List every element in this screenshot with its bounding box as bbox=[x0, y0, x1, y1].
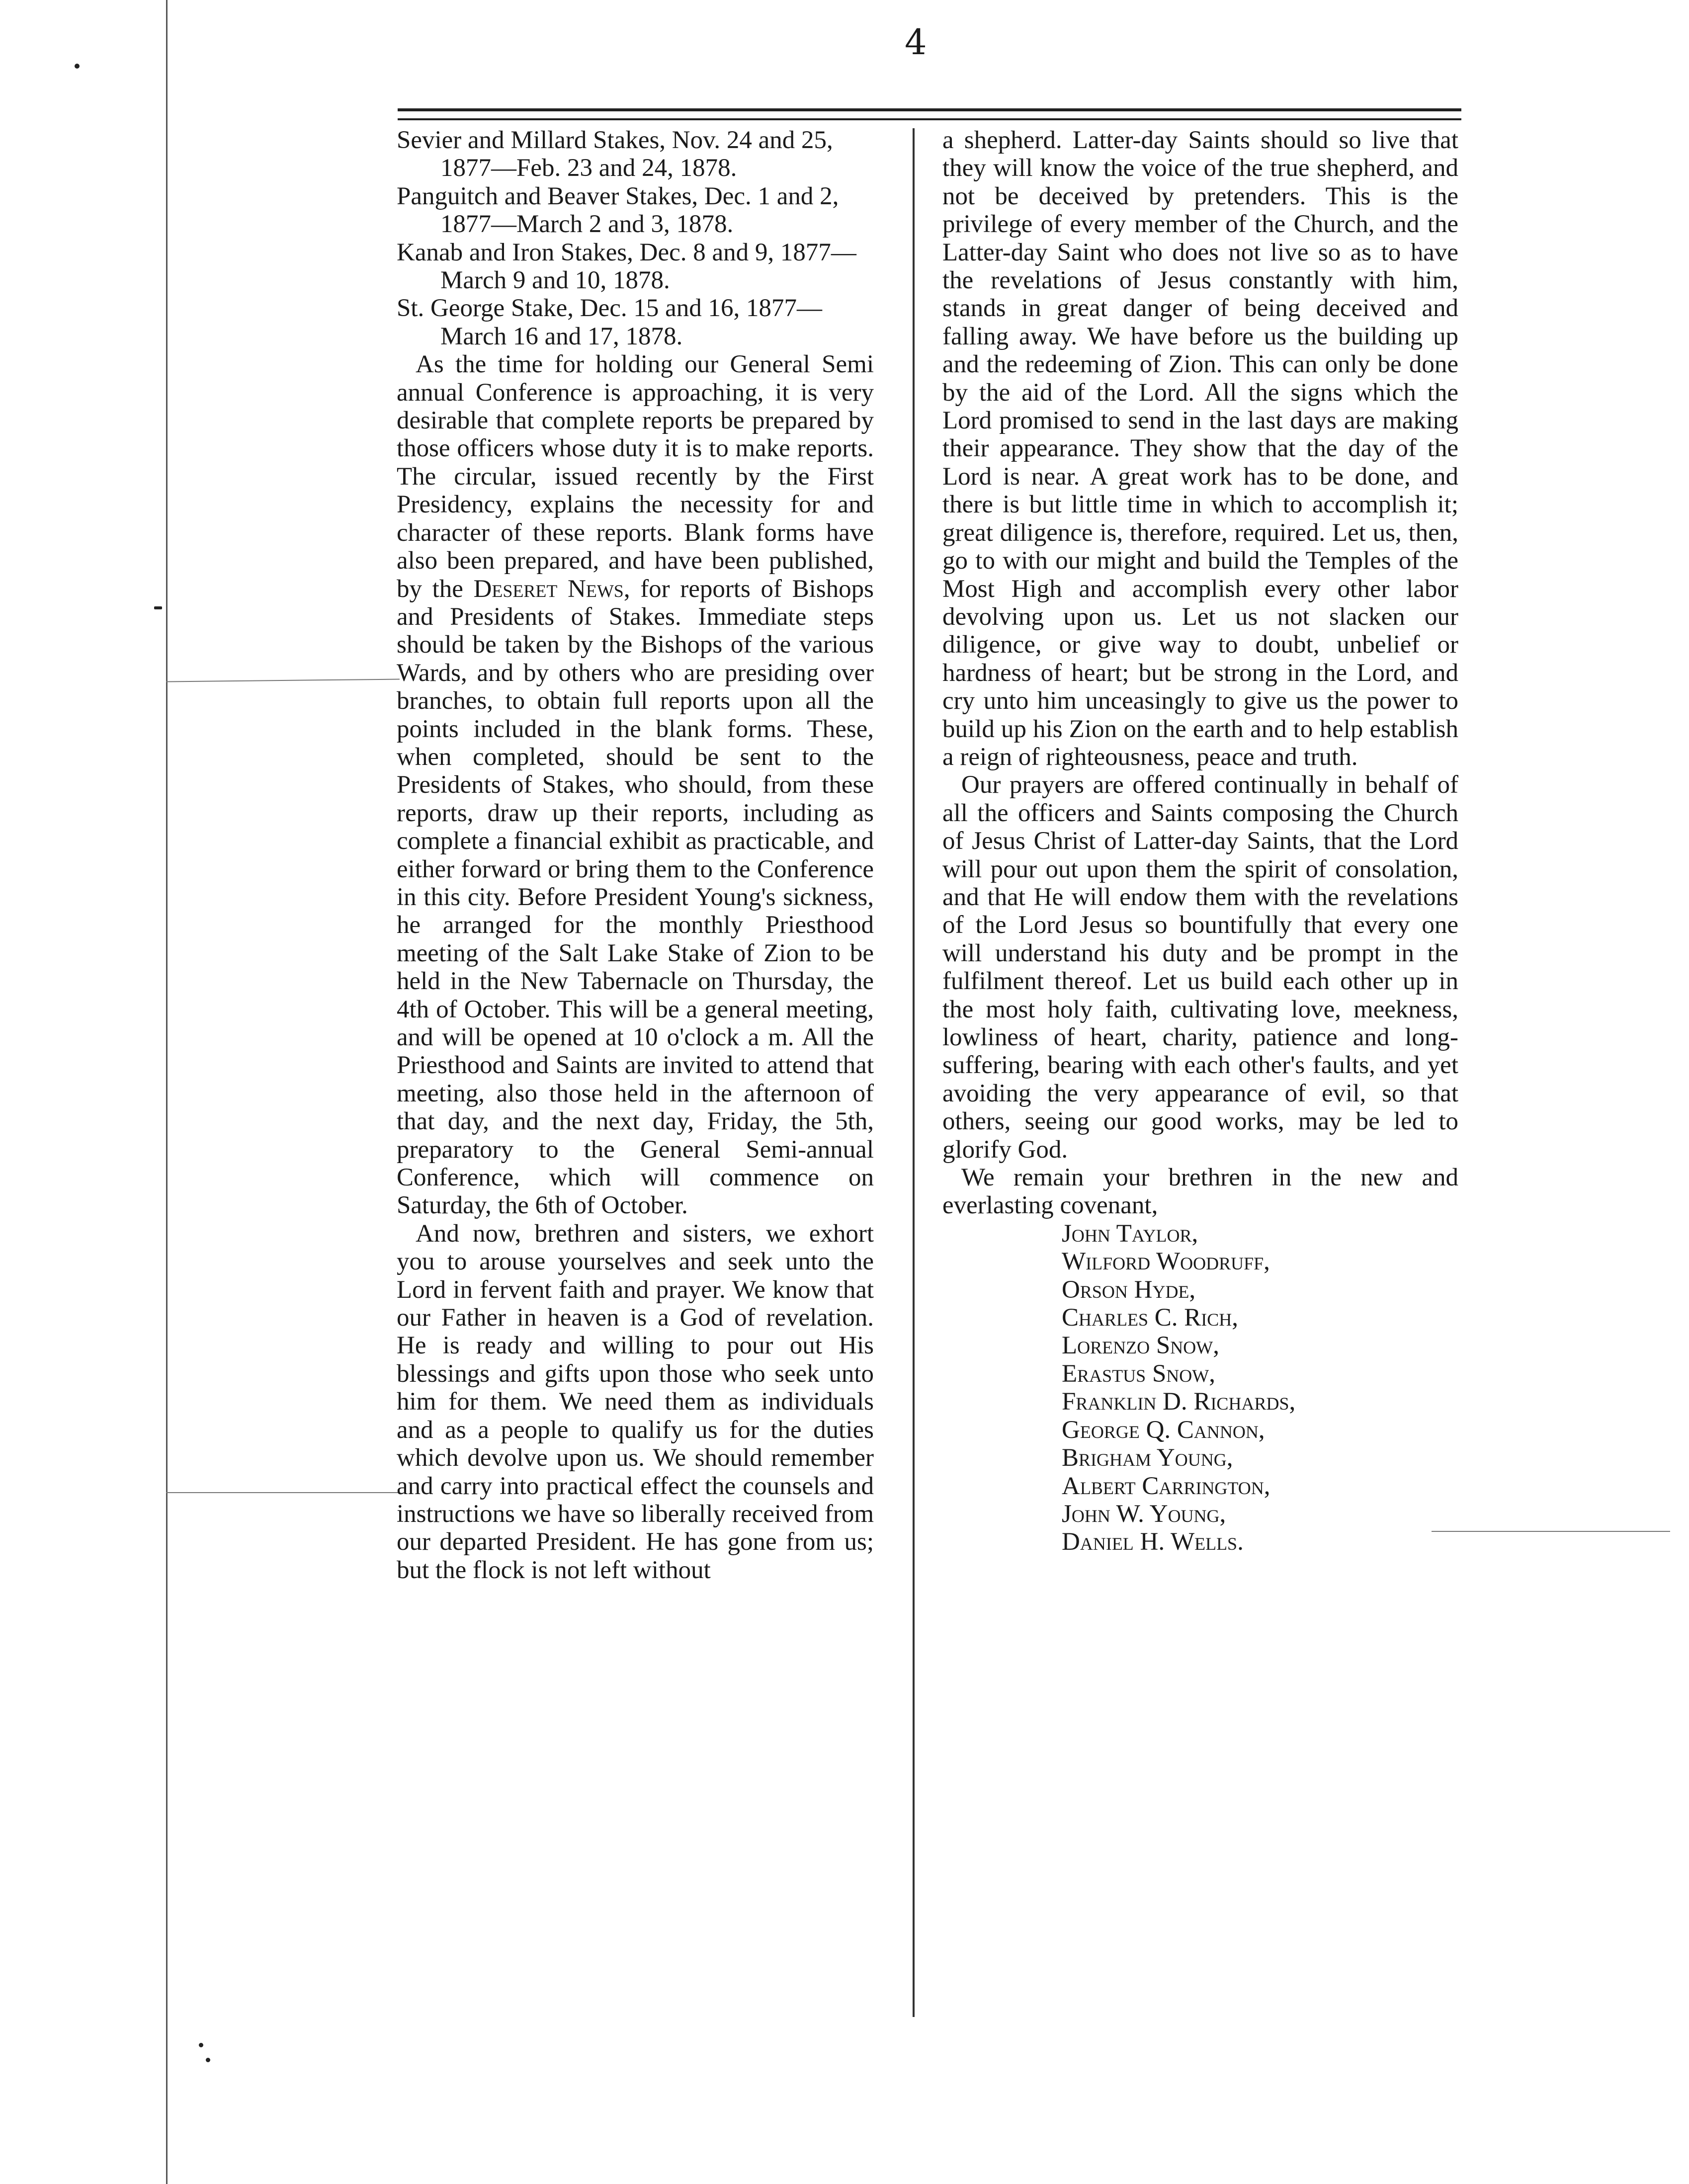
left-column bbox=[397, 126, 874, 1584]
signer-name: Charles C. Rich, bbox=[1062, 1304, 1239, 1332]
stake-conference-dates: Panguitch and Beaver Stakes, Dec. 1 and 2, 1877—March 2 and 3, 1878. bbox=[397, 182, 839, 239]
page-left-edge bbox=[166, 0, 168, 2184]
signer-name: Franklin D. Richards, bbox=[1062, 1388, 1296, 1416]
prayers-paragraph: Our prayers are offered continually in behalf of all the officers and Saints composing the Church of Jesus Christ of Latter-day Saints, that the Lord will pour out upon them the spirit of consolation, and that He will endow them with the revelations of the Lord Jesus so bountifully that every one will understand his duty and be prompt in the fulfilment thereof. Let us build each other up in the most holy faith, cultivating love, meekness, lowliness of heart, charity, patience and long-suffering, bearing with each other's faults, and yet avoiding the very appearance of evil, so that others, seeing our good works, may be led to glorify God. bbox=[942, 771, 1458, 1164]
signer-name: Orson Hyde, bbox=[1062, 1275, 1196, 1304]
signer-name: Brigham Young, bbox=[1062, 1444, 1233, 1472]
paragraph-text: , for reports of Bishops and Presidents of Stakes. Immediate steps should be taken by the Bishops of the various Wards, and by others who are presiding over branches, to obtain full reports upon all the points included in the blank forms. These, when completed, should be sent to the Presidents of Stakes, who should, from these reports, draw up their reports, including as complete a financial exhibit as practicable, and either forward or bring them to the Conference in this city. Before President Young's sickness, he arranged for the monthly Priesthood meeting of the Salt Lake Stake of Zion to be held in the New Tabernacle on Thursday, the 4th of October. This will be a general meeting, and will be opened at 10 o'clock a m. All the Priesthood and Saints are invited to attend that meeting, also those held in the afternoon of that day, and the next day, Friday, the 5th, preparatory to the General Semi-annual Conference, which will commence on Saturday, the 6th of October. bbox=[397, 575, 874, 1220]
signer-name: John W. Young, bbox=[1062, 1500, 1226, 1528]
stake-conference-dates: Kanab and Iron Stakes, Dec. 8 and 9, 1877—March 9 and 10, 1878. bbox=[397, 238, 856, 295]
conference-reports-paragraph bbox=[397, 350, 874, 1220]
signer-name: Erastus Snow, bbox=[1062, 1359, 1216, 1388]
exhortation-paragraph: And now, brethren and sisters, we exhort you to arouse yourselves and seek unto the Lord in fervent faith and prayer. We know that our Father in heaven is a God of revelation. He is ready and willing to pour out His blessings and gifts upon those who seek unto him for them. We need them as individuals and as a people to qualify us for the duties which devolve upon us. We should remember and carry into practical effect the counsels and instructions we have so liberally received from our departed President. He has gone from us; but the flock is not left without bbox=[397, 1219, 874, 1584]
fold-line bbox=[166, 1492, 400, 1493]
fold-line bbox=[166, 679, 400, 682]
punch-mark bbox=[154, 606, 162, 609]
signer-name: George Q. Cannon, bbox=[1062, 1416, 1265, 1444]
stake-conference-dates: Sevier and Millard Stakes, Nov. 24 and 25, 1877—Feb. 23 and 24, 1878. bbox=[397, 126, 833, 182]
punch-mark bbox=[75, 64, 80, 69]
header-rule bbox=[398, 108, 1461, 111]
column-separator bbox=[913, 128, 915, 2017]
signers-list bbox=[1062, 1220, 1458, 1556]
fold-line bbox=[1432, 1531, 1670, 1532]
closing-line: We remain your brethren in the new and everlasting covenant, bbox=[942, 1164, 1458, 1220]
stake-conference-dates: St. George Stake, Dec. 15 and 16, 1877—March 16 and 17, 1878. bbox=[397, 294, 822, 350]
signer-name: Lorenzo Snow, bbox=[1062, 1332, 1219, 1360]
newspaper-name: Deseret News bbox=[473, 575, 624, 603]
signer-name: Daniel H. Wells. bbox=[1062, 1528, 1244, 1556]
signer-name: Albert Carrington, bbox=[1062, 1472, 1270, 1500]
continued-paragraph: a shepherd. Latter-day Saints should so live that they will know the voice of the true shepherd, and not be deceived by pretenders. This is the privilege of every member of the Church, and the Latter-day Saint who does not live so as to have the revelations of Jesus constantly with him, stands in great danger of being deceived and falling away. We have before us the building up and the redeeming of Zion. This can only be done by the aid of the Lord. All the signs which the Lord promised to send in the last days are making their appearance. They show that the day of the Lord is near. A great work has to be done, and there is but little time in which to accomplish it; great diligence is, therefore, required. Let us, then, go to with our might and build the Temples of the Most High and accomplish every other labor devolving upon us. Let us not slacken our diligence, or give way to doubt, unbelief or hardness of heart; but be strong in the Lord, and cry unto him unceasingly to give us the power to build up his Zion on the earth and to help establish a reign of righteousness, peace and truth. bbox=[942, 126, 1458, 771]
signer-name: John Taylor, bbox=[1062, 1219, 1198, 1248]
punch-mark bbox=[206, 2058, 210, 2062]
right-column bbox=[942, 126, 1458, 1556]
punch-mark bbox=[199, 2043, 203, 2047]
header-rule bbox=[398, 118, 1461, 120]
paragraph-text: As the time for holding our General Semi annual Conference is approaching, it is very desirable that complete reports be prepared by those officers whose duty it is to make reports. The circular, issued recently by the First Presidency, explains the necessity for and character of these reports. Blank forms have also been prepared, and have been published, by the bbox=[397, 350, 874, 603]
signer-name: Wilford Woodruff, bbox=[1062, 1248, 1270, 1276]
page-number: 4 bbox=[905, 22, 927, 63]
